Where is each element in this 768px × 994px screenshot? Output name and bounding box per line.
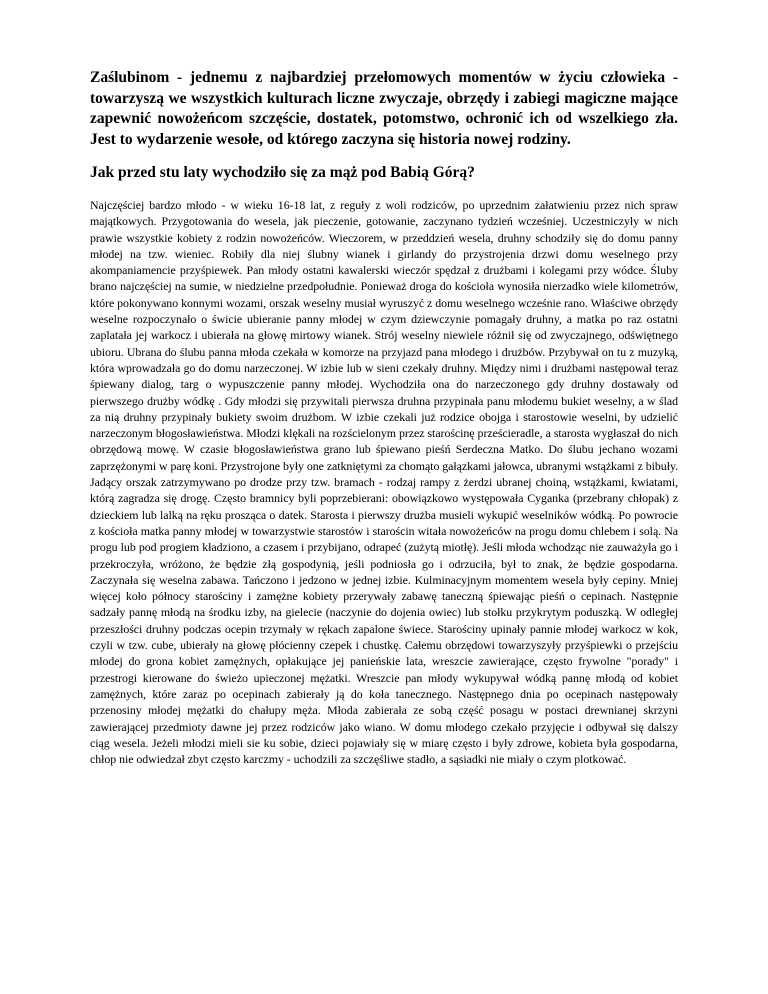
document-page (90, 68, 678, 767)
section-heading: Jak przed stu laty wychodziło się za mąż pod Babią Górą? (90, 164, 475, 181)
intro-paragraph: Zaślubinom - jednemu z najbardziej przełomowych momentów w życiu człowieka - towarzyszą we wszystkich kulturach liczne zwyczaje, obrzędy i zabiegi magiczne mające zapewnić nowożeńcom szczęście, dostatek, potomstwo, ochronić ich od wszelkiego zła. Jest to wydarzenie wesołe, od którego zaczyna się historia nowej rodziny. (90, 69, 678, 148)
body-paragraph: Najczęściej bardzo młodo - w wieku 16-18 lat, z reguły z woli rodziców, po uprzednim załatwieniu przez nich spraw majątkowych. Przygotowania do wesela, jak pieczenie, gotowanie, zaczynano tydzień wcześniej. Uczestniczyły w nich prawie wszystkie kobiety z rodzin nowożeńców. Wieczorem, w przeddzień wesela, druhny schodziły się do domu panny młodej na tzw. wieniec. Robiły dla niej ślubny wianek i girlandy do przystrojenia drzwi domu weselnego przy akompaniamencie przyśpiewek. Pan młody ostatni kawalerski wieczór spędzał z drużbami i kolegami przy wódce. Śluby brano najczęściej na sumie, w niedzielne przedpołudnie. Ponieważ droga do kościoła wynosiła nierzadko wiele kilometrów, które pokonywano konnymi wozami, orszak weselny musiał wyruszyć z domu weselnego wcześnie rano. Właściwe obrzędy weselne rozpoczynało o świcie ubieranie panny młodej w czym dziewczynie pomagały druhny, a matka po raz ostatni zaplatała jej warkocz i ubierała na głowę mirtowy wianek. Strój weselny niewiele różnił się od zwyczajnego, odświętnego ubioru. Ubrana do ślubu panna młoda czekała w komorze na przyjazd pana młodego i drużbów. Przybywał on tu z muzyką, która wprowadzała go do domu narzeczonej. W izbie lub w sieni czekały druhny. Między nimi i drużbami następował teraz śpiewany dialog, targ o wypuszczenie panny młodej. Wychodziła ona do narzeczonego gdy druhny dostawały od pierwszego drużby wódkę . Gdy młodzi się przywitali pierwsza druhna przypinała panu młodemu bukiet weselny, a w ślad za nią druhny przypinały bukiety swoim drużbom. W izbie czekali już rodzice obojga i starostowie weselni, by udzielić narzeczonym błogosławieństwa. Młodzi klękali na rozścielonym przez starościnę prześcieradle, a starosta wygłaszał do nich obrzędową mowę. W czasie błogosławieństwa grano lub śpiewano pieśń Serdeczna Matko. Do ślubu jechano wozami zaprzężonymi w parę koni. Przystrojone były one zatkniętymi za chomąto gałązkami jałowca, ubranymi wstążkami z bibuły. Jadący orszak zatrzymywano po drodze przy tzw. bramach - rodzaj rampy z żerdzi ubranej choiną, wstążkami, kwiatami, którą zagradza się drogę. Często bramnicy byli poprzebierani: obowiązkowo występowała Cyganka (przebrany chłopak) z dzieckiem lub lalką na ręku prosząca o datek. Starosta i pierwszy drużba musieli wykupić weselników wódką. Po powrocie z kościoła matka panny młodej w towarzystwie starostów i starościn witała nowożeńców na progu domu chlebem i solą. Na progu lub pod progiem kładziono, a czasem i przybijano, odrapeć (zużytą miotłę). Jeśli młoda wchodząc nie zauważyła go i przekroczyła, wróżono, że będzie złą gospodynią, jeśli podniosła go i odrzuciła, był to znak, że będzie gospodarna. Zaczynała się weselna zabawa. Tańczono i jedzono w jednej izbie. Kulminacyjnym momentem wesela były cepiny. Mniej więcej koło północy starościny i zamężne kobiety przerywały zabawę taneczną śpiewając pieśń o cepinach. Następnie sadzały pannę młodą na środku izby, na gielecie (naczynie do dojenia owiec) lub stołku przykrytym poduszką. W odległej przeszłości druhny podczas ocepin trzymały w rękach zapalone świece. Starościny upinały pannie młodej warkocz w kok, czyli w tzw. cube, ubierały na głowę płócienny czepek i chustkę. Całemu obrzędowi towarzyszyły przyśpiewki o przejściu młodej do grona kobiet zamężnych, opłakujące jej panieńskie lata, wreszcie zawierające, często frywolne "porady" i przestrogi kierowane do świeżo upieczonej mężatki. Wreszcie pan młody wykupywał wódką pannę młodą od kobiet zamężnych, które zaraz po ocepinach zabierały ją do koła tanecznego. Następnego dnia po ocepinach następowały przenosiny młodej mężatki do chałupy męża. Młoda zabierała ze sobą część posagu w postaci drewnianej skrzyni zawierającej przedmioty dawne jej przez rodziców jako wiano. W domu młodego czekało przyjęcie i odbywał się dalszy ciąg wesela. Jeżeli młodzi mieli sie ku sobie, dzieci pojawiały się w miarę często i były zdrowe, kobieta była gospodarna, chłop nie odwiedzał zbyt często karczmy - uchodzili za szczęśliwe stadło, a sąsiadki nie miały o czym plotkować. (90, 198, 678, 767)
